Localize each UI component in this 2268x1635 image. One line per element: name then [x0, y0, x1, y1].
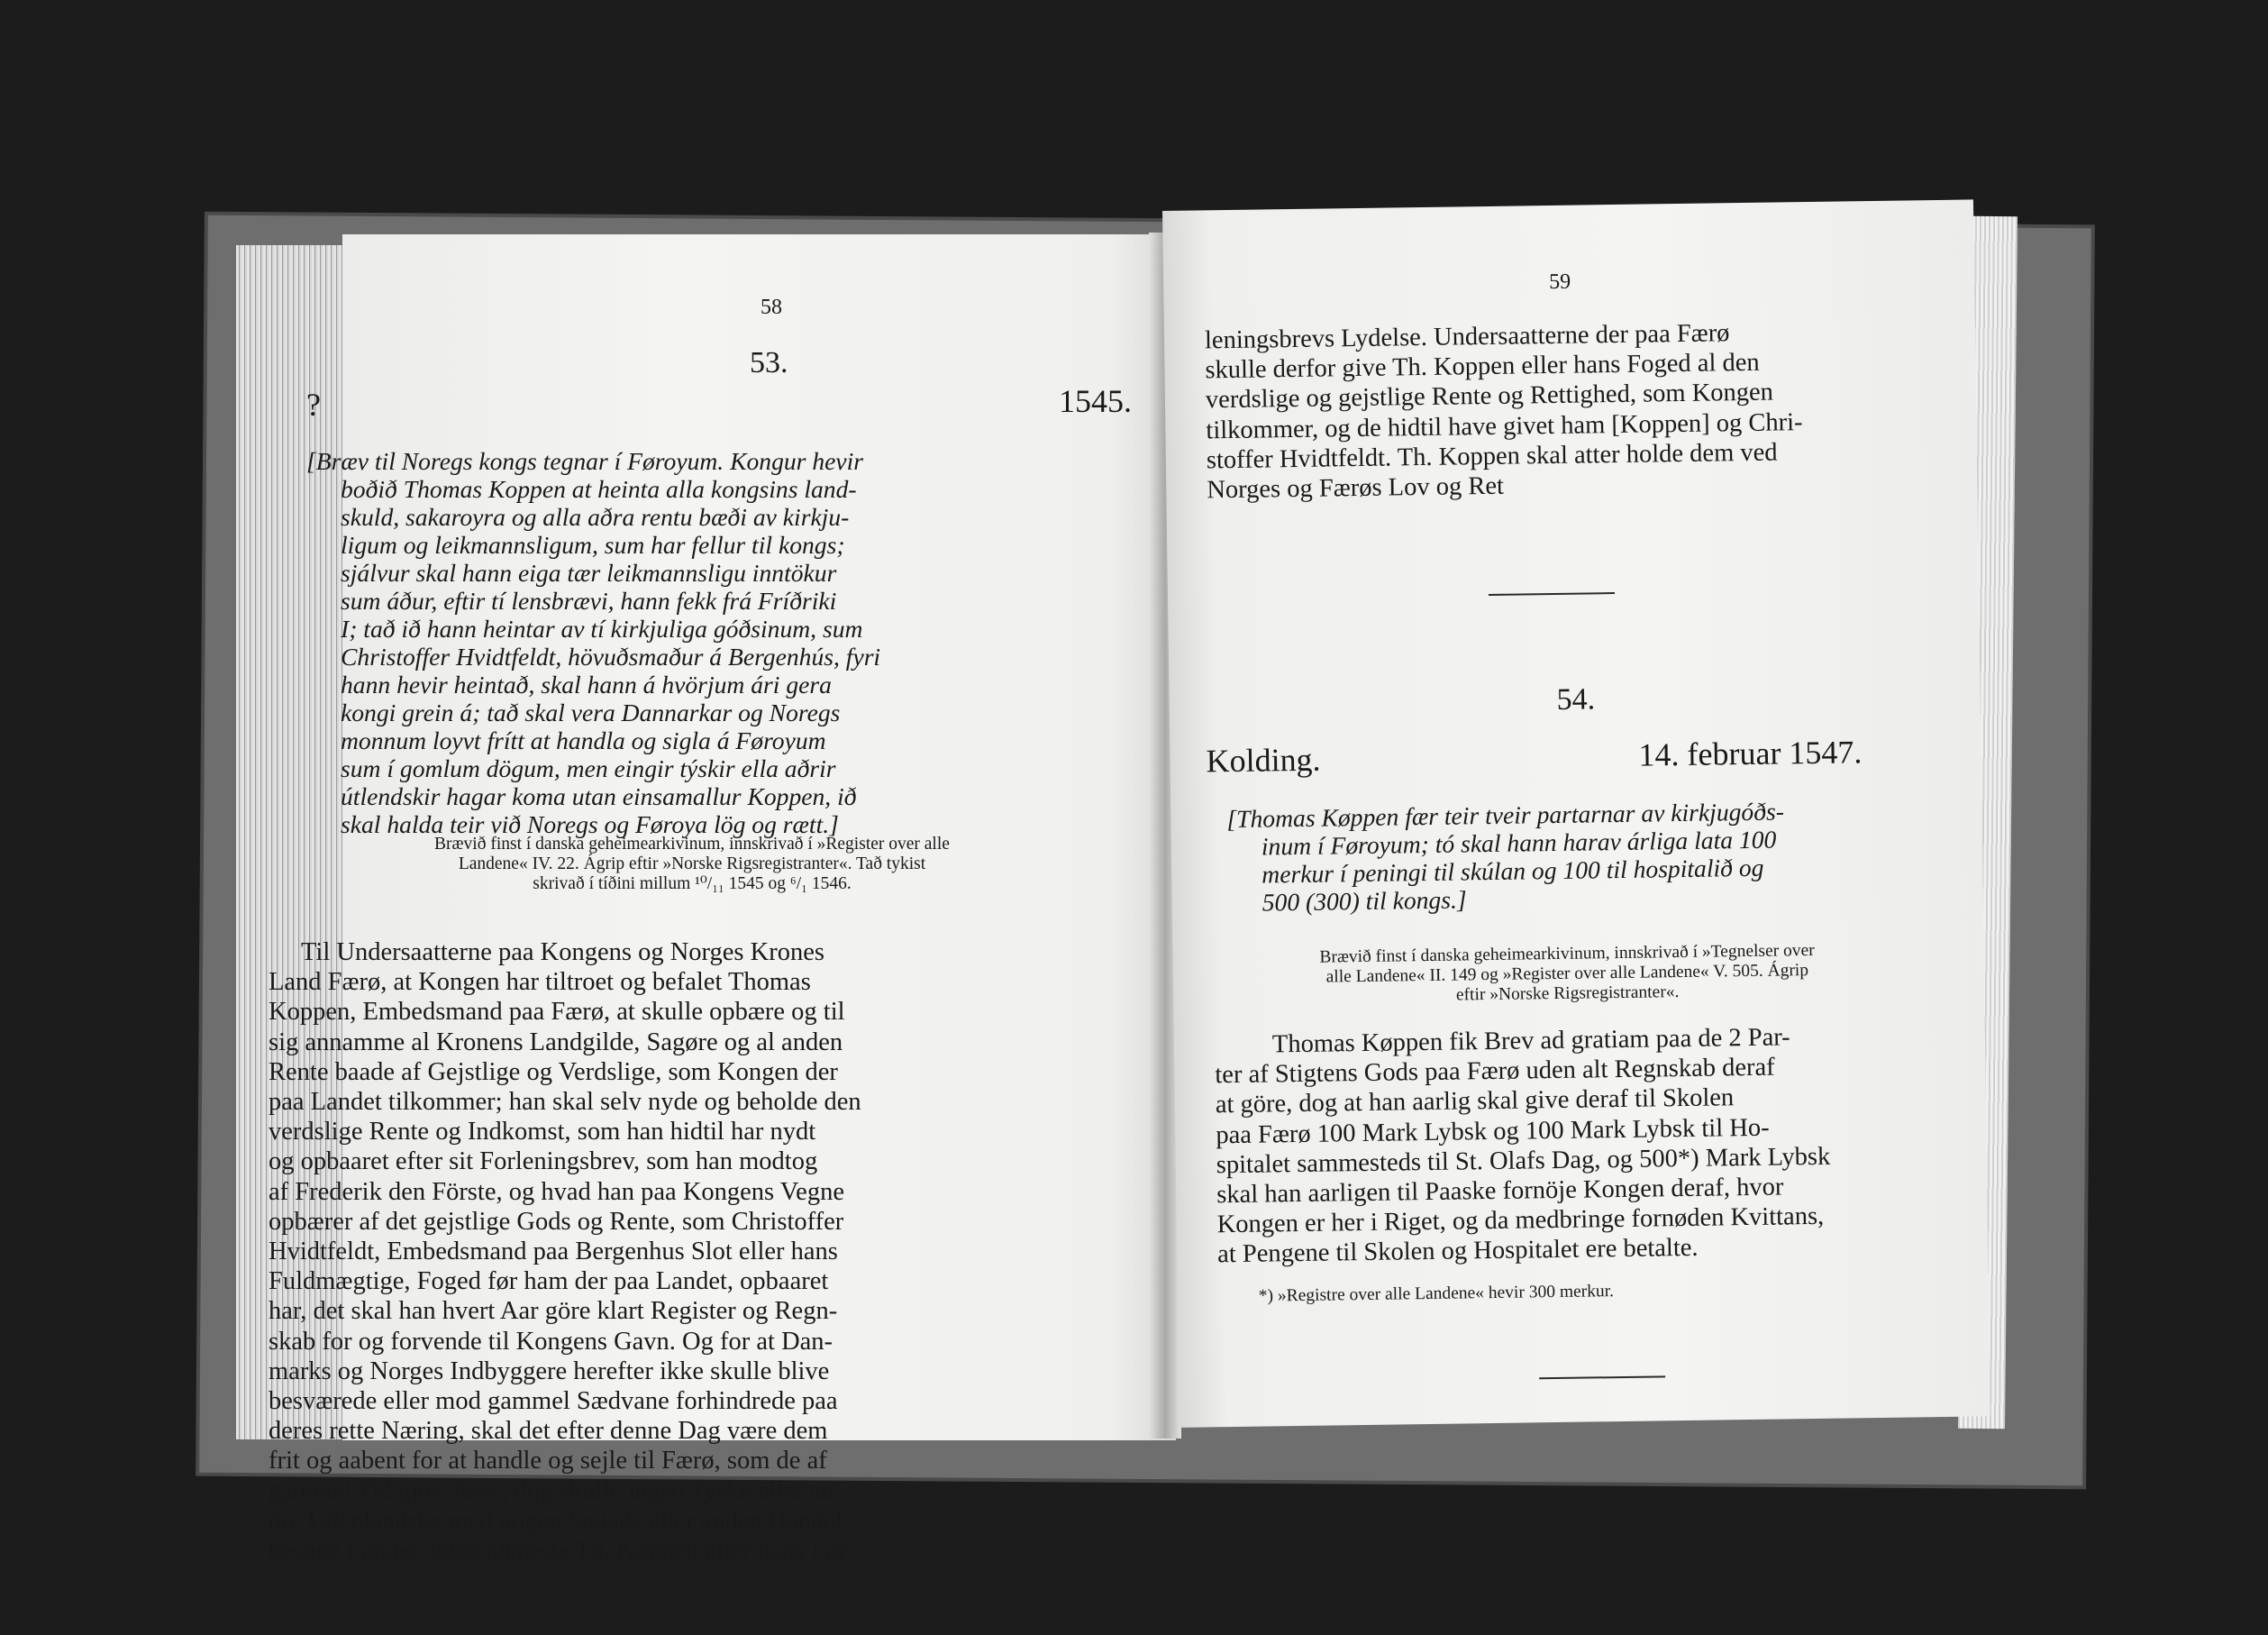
body-line: stoffer Hvidtfeldt. Th. Koppen skal atter holde dem ved — [1206, 438, 1778, 475]
footnote: *) »Registre over alle Landene« hevir 300 merkur. — [1258, 1282, 1615, 1306]
summary-line: hann hevir heintað, skal hann á hvörjum ári gera — [341, 671, 832, 699]
document-place: ? — [306, 387, 321, 423]
summary-line: ligum og leikmannsligum, sum har fellur til kongs; — [341, 531, 845, 559]
document-year: 1545. — [1059, 383, 1132, 419]
body-line: paa Landet tilkommer; han skal selv nyde og beholde den — [269, 1088, 861, 1117]
body-line: Koppen, Embedsmand paa Færø, at skulle opbære og til — [269, 998, 845, 1027]
body-line: ter af Stigtens Gods paa Færø uden alt Regnskab deraf — [1215, 1053, 1775, 1090]
document-body — [269, 937, 861, 1566]
summary-line: útlendskir hagar koma utan einsamallur Koppen, ið — [341, 782, 857, 810]
body-line: besværede eller mod gammel Sædvane forhindrede paa — [269, 1387, 838, 1416]
document-summary — [306, 447, 880, 838]
document-summary — [1226, 797, 1785, 917]
body-line: har, det skal han hvert Aar göre klart Register og Regn- — [269, 1297, 838, 1326]
body-line: Norges og Færøs Lov og Ret — [1207, 471, 1505, 505]
body-line: Rente baade af Gejstlige og Verdslige, som Kongen der — [269, 1057, 838, 1086]
body-line: besøge Landet, uden aleneste Th. Koppen efter hans For- — [269, 1537, 856, 1566]
document-place: Kolding. — [1206, 741, 1321, 780]
summary-line: monnum loyvt frítt at handla og sigla á Føroyum — [341, 726, 826, 754]
summary-line: merkur í peningi til skúlan og 100 til hospitalið og — [1262, 853, 1764, 889]
body-line: deres rette Næring, skal det efter denne Dag være dem — [269, 1417, 828, 1446]
section-divider — [1489, 592, 1615, 596]
body-line: Hvidtfeldt, Embedsmand paa Bergenhus Slot eller hans — [269, 1238, 838, 1266]
body-line: af Frederik den Förste, og hvad han paa Kongens Vegne — [269, 1177, 844, 1206]
source-line: Landene« IV. 22. Ágrip eftir »Norske Rigsregistranter«. Tað tykist — [458, 854, 926, 873]
body-line: Til Undersaatterne paa Kongens og Norges Krones — [301, 938, 824, 966]
body-line: Fuldmægtige, Foged før ham der paa Landet, opbaaret — [269, 1267, 829, 1296]
source-note — [1208, 939, 1926, 1009]
body-line: opbærer af det gejstlige Gods og Rente, som Christoffer — [269, 1207, 844, 1236]
summary-line: I; tað ið hann heintar av tí kirkjuliga góðsinum, sum — [341, 615, 863, 643]
source-line: alle Landene« II. 149 og »Register over alle Landene« V. 505. Ágrip — [1325, 961, 1809, 987]
body-line: verdslige Rente og Indkomst, som han hidtil har nydt — [269, 1118, 816, 1146]
continuation-text — [1205, 317, 1804, 505]
body-line: Land Færø, at Kongen har tiltroet og befalet Thomas — [269, 968, 811, 997]
source-note — [287, 835, 1098, 894]
source-line: skrivað í tíðini millum ¹⁰/₁₁ 1545 og ⁶/₁ 1546. — [533, 874, 852, 893]
document-body — [1215, 1022, 1832, 1270]
body-line: skulle derfor give Th. Koppen eller hans Foged al den — [1205, 348, 1760, 385]
body-line: paa Færø 100 Mark Lybsk og 100 Mark Lybsk til Ho- — [1216, 1113, 1770, 1149]
end-divider — [1539, 1375, 1665, 1378]
body-line: Kongen er her i Riget, og da medbringe fornøden Kvittans, — [1216, 1202, 1825, 1239]
summary-line: inum í Føroyum; tó skal hann harav árliga lata 100 — [1261, 825, 1777, 861]
source-line: eftir »Norske Rigsregistranter«. — [1455, 982, 1680, 1005]
summary-line: Christoffer Hvidtfeldt, hövuðsmaður á Bergenhús, fyri — [341, 643, 881, 671]
right-page — [1162, 199, 1990, 1427]
summary-line: boðið Thomas Koppen at heinta alla kongsins land- — [341, 475, 857, 503]
body-line: leningsbrevs Lydelse. Undersaatterne der paa Færø — [1204, 319, 1730, 355]
left-page — [269, 234, 1176, 1566]
document-number: 54. — [1556, 682, 1596, 717]
document-number: 53. — [750, 346, 788, 379]
body-line: frit og aabent for at handle og sejle til Færø, som de af — [269, 1447, 827, 1475]
body-line: skal han aarligen til Paaske fornöje Kongen deraf, hvor — [1216, 1173, 1784, 1210]
summary-line: sjálvur skal hann eiga tær leikmannsligu inntökur — [341, 559, 837, 587]
source-line: Brævið finst í danska geheimearkivinum, innskrivað í »Tegnelser over — [1319, 940, 1815, 967]
summary-line: [Thomas Køppen fær teir tveir partarnar av kirkjugóðs- — [1226, 797, 1785, 834]
page-number: 59 — [1548, 269, 1571, 295]
body-line: at göre, dog at han aarlig skal give deraf til Skolen — [1215, 1083, 1735, 1119]
source-line: Brævið finst í danska geheimearkivinum, innskrivað í »Register over alle — [434, 835, 950, 854]
summary-line: [Bræv til Noregs kongs tegnar í Føroyum. Kongur hevir — [306, 447, 864, 475]
body-line: verdslige og gejstlige Rente og Rettighed, som Kongen — [1205, 378, 1774, 415]
body-line: gammel Tid gjort have, dog skulle ingen Tyske eller an- — [269, 1476, 843, 1505]
body-line: marks og Norges Indbyggere herefter ikke skulle blive — [269, 1356, 830, 1385]
body-line: tilkommer, og de hidtil have givet ham [Koppen] og Chri- — [1206, 407, 1803, 444]
body-line: skab for og forvende til Kongens Gavn. Og for at Dan- — [269, 1327, 833, 1356]
summary-line: sum í gomlum dögum, men eingir týskir ella aðrir — [341, 754, 836, 782]
body-line: spitalet sammesteds til St. Olafs Dag, og 500*) Mark Lybsk — [1216, 1142, 1831, 1180]
summary-line: 500 (300) til kongs.] — [1262, 885, 1467, 917]
document-date: 14. februar 1547. — [1638, 734, 1863, 773]
summary-line: kongi grein á; tað skal vera Dannarkar og Noregs — [341, 699, 841, 726]
body-line: Thomas Køppen fik Brev ad gratiam paa de 2 Par- — [1271, 1023, 1790, 1059]
body-line: dre Udenlandske med nogen Sejlads eller anden Handel — [269, 1506, 843, 1535]
body-line: at Pengene til Skolen og Hospitalet ere betalte. — [1216, 1234, 1699, 1269]
page-number: 58 — [761, 296, 782, 319]
summary-line: skal halda teir við Noregs og Føroya lög og rætt.] — [341, 810, 839, 838]
body-line: sig annamme al Kronens Landgilde, Sagøre og al anden — [269, 1028, 843, 1056]
summary-line: skuld, sakaroyra og alla aðra rentu bæði av kirkju- — [341, 503, 850, 531]
summary-line: sum áður, eftir tí lensbrævi, hann fekk frá Fríðriki — [341, 587, 837, 615]
body-line: og opbaaret efter sit Forleningsbrev, som han modtog — [269, 1147, 818, 1176]
